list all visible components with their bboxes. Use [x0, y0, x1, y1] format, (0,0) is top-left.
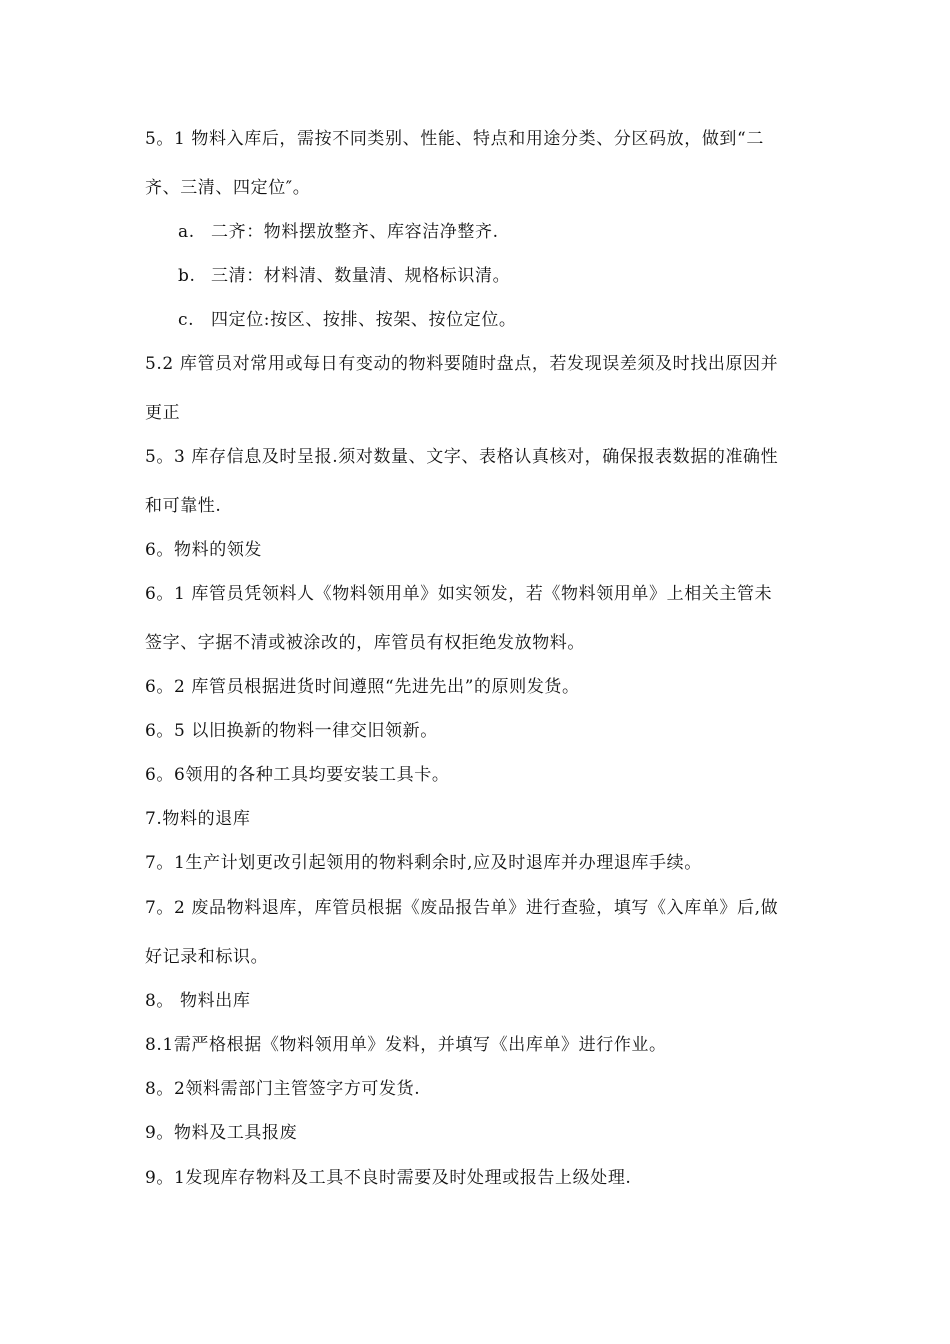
text-line: 5.2 库管员对常用或每日有变动的物料要随时盘点，若发现误差须及时找出原因并 — [145, 354, 779, 374]
list-item-text: 二齐：物料摆放整齐、库容洁净整齐. — [211, 222, 499, 242]
list-item — [178, 261, 878, 291]
text-line: 签字、字据不清或被涂改的，库管员有权拒绝发放物料。 — [145, 633, 585, 653]
text-line: 好记录和标识。 — [145, 947, 269, 967]
text-line: 7。2 废品物料退库，库管员根据《废品报告单》进行查验，填写《入库单》后,做 — [145, 898, 779, 918]
section-heading: 9。物料及工具报废 — [145, 1123, 298, 1143]
text-line: 和可靠性. — [145, 496, 222, 516]
section-heading: 7.物料的退库 — [145, 809, 251, 829]
list-item-text: 四定位:按区、按排、按架、按位定位。 — [211, 310, 517, 330]
section-heading: 8。 物料出库 — [145, 991, 251, 1011]
list-item-text: 三清：材料清、数量清、规格标识清。 — [211, 266, 511, 286]
text-line: 6。5 以旧换新的物料一律交旧领新。 — [145, 721, 438, 741]
section-heading: 6。物料的领发 — [145, 540, 263, 560]
text-line: 8。2领料需部门主管签字方可发货. — [145, 1079, 421, 1099]
text-line: 5。3 库存信息及时呈报.须对数量、文字、表格认真核对，确保报表数据的准确性 — [145, 447, 779, 467]
text-line: 9。1发现库存物料及工具不良时需要及时处理或报告上级处理. — [145, 1168, 632, 1188]
list-item — [178, 305, 878, 335]
text-line: 6。6领用的各种工具均要安装工具卡。 — [145, 765, 450, 785]
text-line: 7。1生产计划更改引起领用的物料剩余时,应及时退库并办理退库手续。 — [145, 853, 702, 873]
text-line: 更正 — [145, 403, 181, 423]
text-line: 5。1 物料入库后，需按不同类别、性能、特点和用途分类、分区码放，做到“二 — [145, 129, 764, 149]
list-item-label: c. — [178, 310, 195, 330]
list-item — [178, 217, 878, 247]
text-line: 6。1 库管员凭领料人《物料领用单》如实领发，若《物料领用单》上相关主管未 — [145, 584, 773, 604]
text-line: 6。2 库管员根据进货时间遵照“先进先出”的原则发货。 — [145, 677, 580, 697]
text-line: 齐、三清、四定位″。 — [145, 178, 311, 198]
list-item-label: a. — [178, 222, 195, 242]
text-line: 8.1需严格根据《物料领用单》发料，并填写《出库单》进行作业。 — [145, 1035, 667, 1055]
list-item-label: b. — [178, 266, 196, 286]
